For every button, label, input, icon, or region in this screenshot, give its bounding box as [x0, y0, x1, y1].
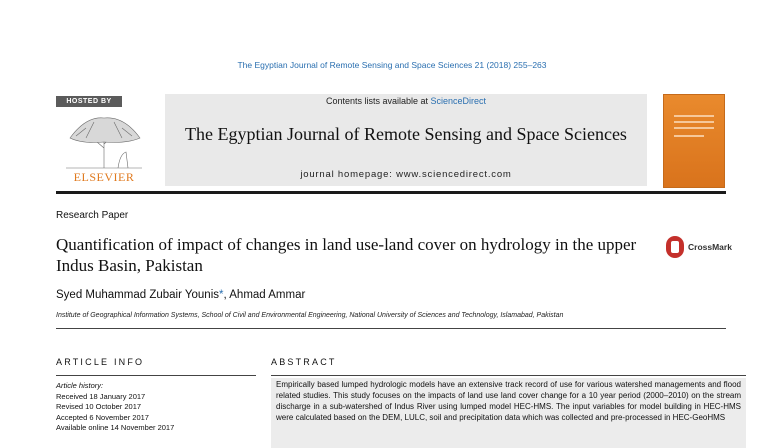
contents-available-line — [165, 96, 647, 106]
article-info-divider — [56, 375, 256, 376]
journal-name: The Egyptian Journal of Remote Sensing and Space Sciences — [185, 124, 627, 144]
history-label: Article history: — [56, 381, 104, 390]
journal-citation[interactable]: The Egyptian Journal of Remote Sensing and Space Sciences 21 (2018) 255–263 — [237, 60, 547, 70]
journal-homepage[interactable]: journal homepage: www.sciencedirect.com — [300, 169, 512, 180]
author-name[interactable]: Syed Muhammad Zubair Younis — [56, 289, 220, 301]
contents-prefix: Contents lists available at — [325, 96, 431, 106]
sciencedirect-link[interactable]: ScienceDirect — [430, 96, 487, 106]
online-date: Available online 14 November 2017 — [56, 423, 175, 432]
author-affiliation: Institute of Geographical Information Systems, School of Civil and Environmental Engineering, National University of Sciences and Technology, Islamabad, Pakistan — [56, 312, 564, 319]
article-type: Research Paper — [56, 210, 129, 221]
crossmark-icon — [666, 236, 684, 258]
received-date: Received 18 January 2017 — [56, 391, 146, 401]
author-name[interactable]: Ahmad Ammar — [229, 289, 306, 301]
article-history — [56, 381, 174, 434]
crossmark-label: CrossMark — [688, 242, 732, 252]
paper-title: Quantification of impact of changes in land use-land cover on hydrology in the upper Indus Basin, Pakistan — [56, 235, 637, 275]
header-divider — [56, 191, 726, 194]
article-info-heading: ARTICLE INFO — [56, 357, 145, 367]
affiliation-divider — [56, 328, 726, 329]
elsevier-logo-text: ELSEVIER — [73, 170, 135, 184]
journal-cover-thumbnail[interactable] — [663, 94, 725, 188]
hosted-by-label: HOSTED BY — [56, 96, 122, 107]
abstract-heading: ABSTRACT — [271, 357, 337, 367]
crossmark-button[interactable] — [666, 236, 746, 260]
accepted-date: Accepted 6 November 2017 — [56, 412, 149, 422]
author-list — [56, 289, 305, 301]
abstract-text: Empirically based lumped hydrologic models have an extensive track record of use for various watershed managements and flood related studies. This study focuses on the impacts of land use land cover change for a 10 year period (2000–2010) on the stream discharge in a sub-watershed of Indus River using lumped model HEC-HMS. The input variables for model building in HEC-HMS were calculated based on the DEM, LULC, soil and precipitation data which was collected and pre-processed in HEC-GeoHMS — [276, 380, 741, 422]
abstract-divider — [271, 375, 746, 376]
corresponding-author-mark[interactable]: * — [219, 289, 224, 301]
author-separator: , — [223, 289, 230, 301]
revised-date: Revised 10 October 2017 — [56, 402, 142, 411]
elsevier-tree-logo-icon — [56, 108, 152, 170]
